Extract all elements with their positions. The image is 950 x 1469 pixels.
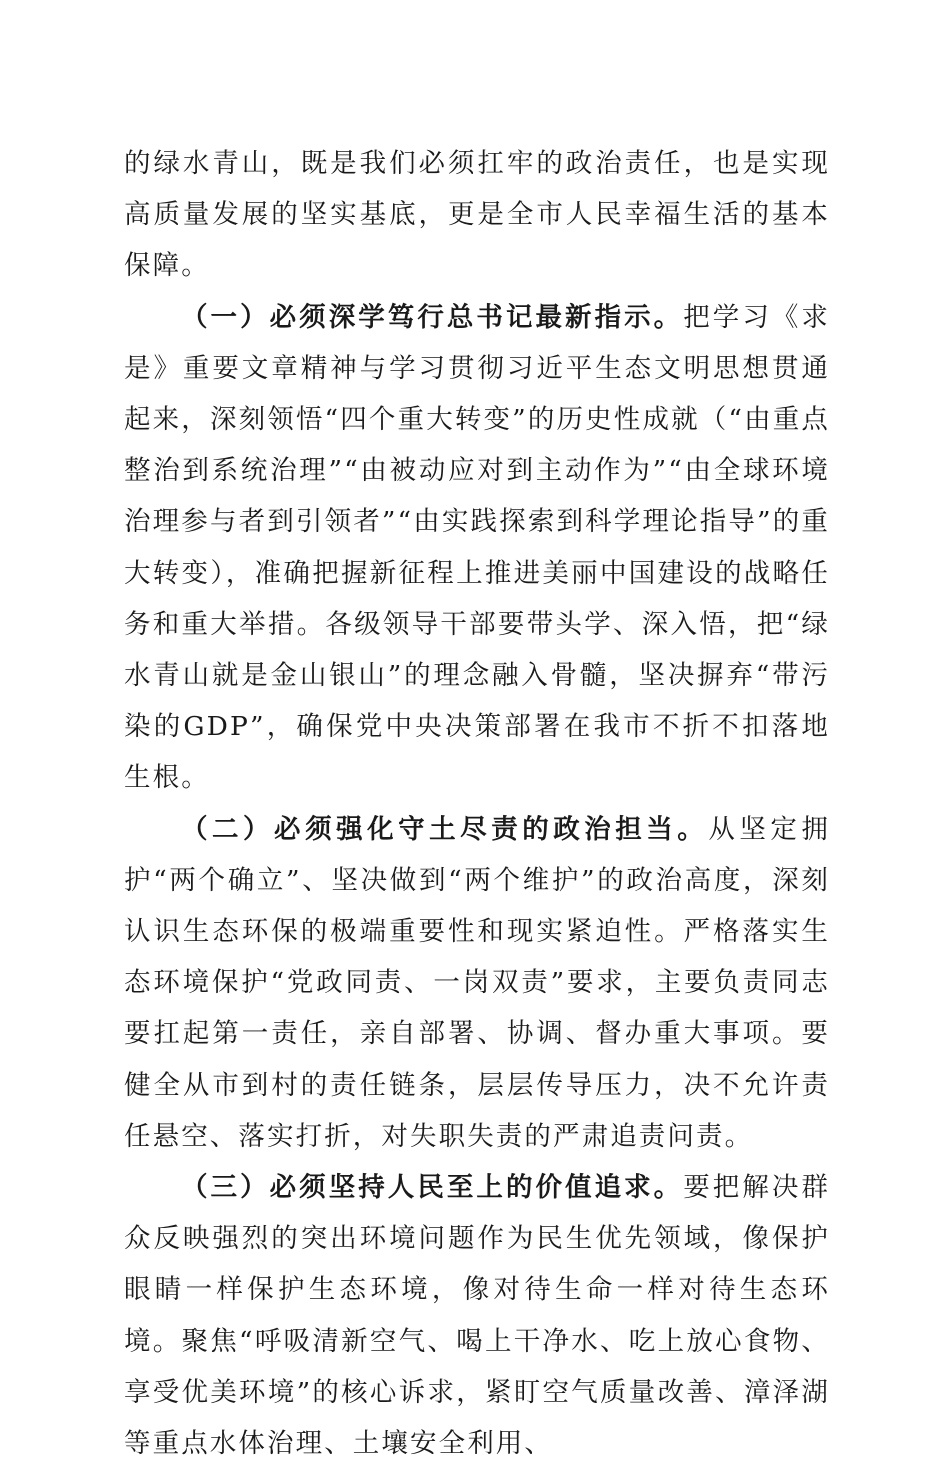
section-heading-3: （三）必须坚持人民至上的价值追求。 — [181, 1172, 684, 1204]
paragraph-intro — [124, 138, 830, 292]
paragraph-text: 从坚定拥护“两个确立”、坚决做到“两个维护”的政治高度，深刻认识生态环保的极端重要性和现实紧迫性。严格落实生态环境保护“党政同责、一岗双责”要求，主要负责同志要扛起第一责任，亲自部署、协调、督办重大事项。要健全从市到村的责任链条，层层传导压力，决不允许责任悬空、落实打折，对失职失责的严肃追责问责。 — [124, 813, 831, 1152]
document-page — [124, 138, 830, 1469]
paragraph-section-1 — [124, 292, 830, 804]
paragraph-text: 要把解决群众反映强烈的突出环境问题作为民生优先领域，像保护眼睛一样保护生态环境，像对待生命一样对待生态环境。聚焦“呼吸清新空气、喝上干净水、吃上放心食物、享受优美环境”的核心诉求，紧盯空气质量改善、漳泽湖等重点水体治理、土壤安全利用、 — [124, 1172, 831, 1460]
paragraph-section-3 — [124, 1162, 830, 1469]
paragraph-text: 把学习《求是》重要文章精神与学习贯彻习近平生态文明思想贯通起来，深刻领悟“四个重大转变”的历史性成就（“由重点整治到系统治理”“由被动应对到主动作为”“由全球环境治理参与者到引领者”“由实践探索到科学理论指导”的重大转变），准确把握新征程上推进美丽中国建设的战略任务和重大举措。各级领导干部要带头学、深入悟，把“绿水青山就是金山银山”的理念融入骨髓，坚决摒弃“带污染的GDP”，确保党中央决策部署在我市不折不扣落地生根。 — [124, 301, 831, 794]
paragraph-text: 的绿水青山，既是我们必须扛牢的政治责任，也是实现高质量发展的坚实基底，更是全市人民幸福生活的基本保障。 — [124, 148, 830, 282]
section-heading-2: （二）必须强化守土尽责的政治担当。 — [181, 813, 709, 845]
paragraph-section-2 — [124, 804, 830, 1162]
section-heading-1: （一）必须深学笃行总书记最新指示。 — [181, 301, 684, 333]
